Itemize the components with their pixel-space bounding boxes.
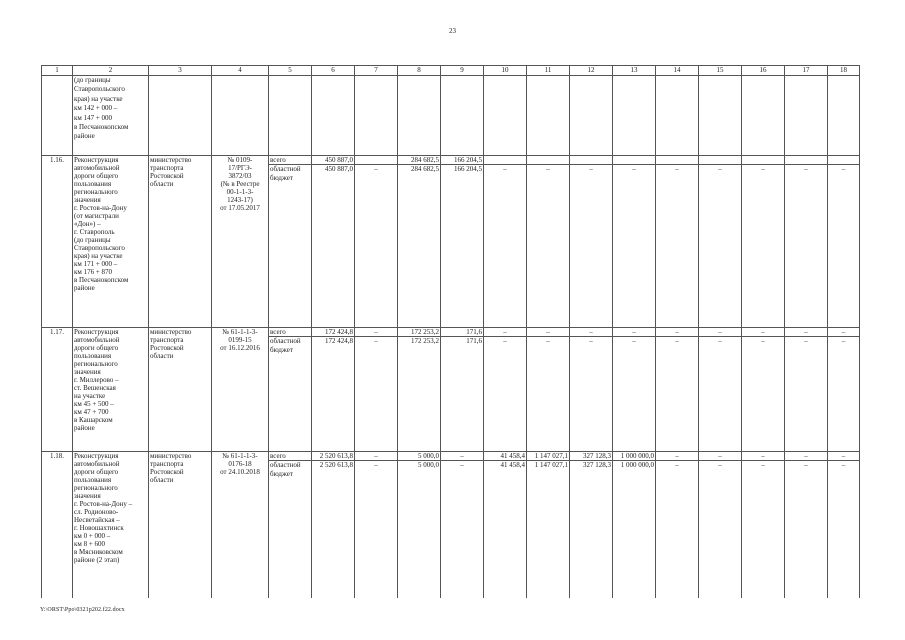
value-cell: 450 887,0 bbox=[312, 165, 355, 328]
table-cell bbox=[570, 76, 613, 156]
header-cell: 12 bbox=[570, 66, 613, 76]
value-cell: – bbox=[355, 461, 398, 599]
value-cell: – bbox=[441, 461, 484, 599]
value-cell: – bbox=[656, 328, 699, 337]
table-cell bbox=[42, 76, 73, 156]
value-cell: – bbox=[785, 461, 828, 599]
source-label: областной бюджет bbox=[269, 461, 312, 599]
source-label: областной бюджет bbox=[269, 165, 312, 328]
value-cell: 172 253,2 bbox=[398, 328, 441, 337]
value-cell: – bbox=[742, 452, 785, 461]
value-cell bbox=[828, 156, 860, 165]
value-cell: – bbox=[355, 452, 398, 461]
value-cell: 172 253,2 bbox=[398, 337, 441, 452]
value-cell: – bbox=[656, 452, 699, 461]
value-cell: – bbox=[613, 328, 656, 337]
header-cell: 5 bbox=[269, 66, 312, 76]
value-cell: 284 682,5 bbox=[398, 165, 441, 328]
value-cell: – bbox=[828, 452, 860, 461]
value-cell: – bbox=[570, 337, 613, 452]
object-name: Реконструкция автомобильной дороги общего пользования регионального значения г. Ростов-на-Дону (от магистрали «Дон») – г. Ставрополь (до границы Ставропольского края) на участке км 171 + 000 – км 176 + 870 в Песчанокопском районе bbox=[73, 156, 149, 328]
value-cell: – bbox=[656, 337, 699, 452]
value-cell: – bbox=[785, 337, 828, 452]
value-cell: 1 000 000,0 bbox=[613, 461, 656, 599]
value-cell bbox=[613, 156, 656, 165]
value-cell: – bbox=[656, 461, 699, 599]
table-cell bbox=[269, 76, 312, 156]
value-cell: – bbox=[699, 461, 742, 599]
value-cell: – bbox=[484, 165, 527, 328]
table-cell bbox=[398, 76, 441, 156]
header-cell: 1 bbox=[42, 66, 73, 76]
value-cell: – bbox=[355, 328, 398, 337]
value-cell bbox=[785, 156, 828, 165]
value-cell: 284 682,5 bbox=[398, 156, 441, 165]
table-cell bbox=[149, 76, 212, 156]
table-cell bbox=[312, 76, 355, 156]
value-cell: – bbox=[742, 165, 785, 328]
value-cell: – bbox=[828, 328, 860, 337]
value-cell: 172 424,8 bbox=[312, 337, 355, 452]
value-cell bbox=[527, 156, 570, 165]
value-cell: 1 000 000,0 bbox=[613, 452, 656, 461]
value-cell: 2 520 613,8 bbox=[312, 461, 355, 599]
value-cell: – bbox=[355, 165, 398, 328]
row-number: 1.16. bbox=[42, 156, 73, 328]
table-cell bbox=[613, 76, 656, 156]
value-cell bbox=[742, 156, 785, 165]
header-cell: 9 bbox=[441, 66, 484, 76]
continuation-text: (до границы Ставропольского края) на участке км 142 + 000 – км 147 + 000 в Песчанокопском районе bbox=[73, 76, 149, 156]
header-cell: 8 bbox=[398, 66, 441, 76]
value-cell: 1 147 027,1 bbox=[527, 452, 570, 461]
row-number: 1.17. bbox=[42, 328, 73, 452]
value-cell: – bbox=[785, 452, 828, 461]
table-cell bbox=[785, 76, 828, 156]
header-cell: 11 bbox=[527, 66, 570, 76]
source-label: всего bbox=[269, 452, 312, 461]
value-cell: – bbox=[828, 165, 860, 328]
value-cell: 172 424,8 bbox=[312, 328, 355, 337]
table-row bbox=[42, 452, 860, 461]
value-cell: – bbox=[742, 461, 785, 599]
object-name: Реконструкция автомобильной дороги общего пользования регионального значения г. Ростов-на-Дону – сл. Родионово- Несветайская – г. Новошахтинск км 0 + 000 – км 8 + 600 в Мясниковском районе (2 этап) bbox=[73, 452, 149, 599]
value-cell: – bbox=[527, 165, 570, 328]
approval-document: № 61-1-1-3- 0176-18 от 24.10.2018 bbox=[212, 452, 269, 599]
value-cell: – bbox=[570, 328, 613, 337]
table-cell bbox=[212, 76, 269, 156]
organization: министерство транспорта Ростовской области bbox=[149, 156, 212, 328]
value-cell: – bbox=[828, 461, 860, 599]
continuation-row bbox=[42, 76, 860, 156]
table-cell bbox=[527, 76, 570, 156]
header-cell: 17 bbox=[785, 66, 828, 76]
header-cell: 10 bbox=[484, 66, 527, 76]
value-cell: – bbox=[699, 165, 742, 328]
value-cell: 5 000,0 bbox=[398, 461, 441, 599]
row-number: 1.18. bbox=[42, 452, 73, 599]
value-cell: – bbox=[742, 337, 785, 452]
header-cell: 13 bbox=[613, 66, 656, 76]
column-number-header bbox=[42, 66, 860, 76]
value-cell: 327 128,3 bbox=[570, 452, 613, 461]
value-cell bbox=[484, 156, 527, 165]
table-cell bbox=[656, 76, 699, 156]
value-cell: 171,6 bbox=[441, 328, 484, 337]
value-cell bbox=[699, 156, 742, 165]
value-cell: – bbox=[484, 328, 527, 337]
header-cell: 14 bbox=[656, 66, 699, 76]
value-cell: – bbox=[484, 337, 527, 452]
value-cell: – bbox=[742, 328, 785, 337]
source-label: всего bbox=[269, 328, 312, 337]
value-cell: 166 204,5 bbox=[441, 165, 484, 328]
header-cell: 18 bbox=[828, 66, 860, 76]
value-cell: – bbox=[828, 337, 860, 452]
value-cell: – bbox=[441, 452, 484, 461]
approval-document: № 0109- 17/РГЭ- 3872/03 (№ в Реестре 00-1-1-3- 1243-17) от 17.05.2017 bbox=[212, 156, 269, 328]
value-cell: – bbox=[613, 165, 656, 328]
value-cell: – bbox=[656, 165, 699, 328]
value-cell: – bbox=[699, 452, 742, 461]
approval-document: № 61-1-1-3- 0199-15 от 16.12.2016 bbox=[212, 328, 269, 452]
source-label: всего bbox=[269, 156, 312, 165]
value-cell: 171,6 bbox=[441, 337, 484, 452]
header-cell: 4 bbox=[212, 66, 269, 76]
value-cell: 166 204,5 bbox=[441, 156, 484, 165]
header-cell: 6 bbox=[312, 66, 355, 76]
value-cell: – bbox=[527, 337, 570, 452]
header-cell: 15 bbox=[699, 66, 742, 76]
value-cell: – bbox=[785, 165, 828, 328]
value-cell: – bbox=[355, 337, 398, 452]
header-cell: 16 bbox=[742, 66, 785, 76]
value-cell bbox=[355, 156, 398, 165]
table-row bbox=[42, 156, 860, 165]
value-cell: 5 000,0 bbox=[398, 452, 441, 461]
organization: министерство транспорта Ростовской области bbox=[149, 328, 212, 452]
value-cell: 1 147 027,1 bbox=[527, 461, 570, 599]
value-cell: 450 887,0 bbox=[312, 156, 355, 165]
page-number: 23 bbox=[449, 27, 456, 35]
table-cell bbox=[441, 76, 484, 156]
value-cell: – bbox=[699, 337, 742, 452]
value-cell: 41 458,4 bbox=[484, 452, 527, 461]
footer-file-path: Y:\ORST\Ppo\0321p202.f22.docx bbox=[40, 607, 125, 613]
value-cell bbox=[656, 156, 699, 165]
value-cell: – bbox=[785, 328, 828, 337]
table-cell bbox=[355, 76, 398, 156]
value-cell: – bbox=[613, 337, 656, 452]
header-cell: 7 bbox=[355, 66, 398, 76]
table-cell bbox=[484, 76, 527, 156]
object-name: Реконструкция автомобильной дороги общего пользования регионального значения г. Миллерово – ст. Вешенская на участке км 45 + 500 – км 47 + 700 в Кашарском районе bbox=[73, 328, 149, 452]
value-cell: – bbox=[527, 328, 570, 337]
financing-table bbox=[41, 65, 860, 598]
value-cell bbox=[570, 156, 613, 165]
header-cell: 3 bbox=[149, 66, 212, 76]
header-cell: 2 bbox=[73, 66, 149, 76]
value-cell: 327 128,3 bbox=[570, 461, 613, 599]
organization: министерство транспорта Ростовской области bbox=[149, 452, 212, 599]
table-cell bbox=[699, 76, 742, 156]
source-label: областной бюджет bbox=[269, 337, 312, 452]
table-row bbox=[42, 328, 860, 337]
table-cell bbox=[828, 76, 860, 156]
value-cell: – bbox=[570, 165, 613, 328]
value-cell: 2 520 613,8 bbox=[312, 452, 355, 461]
value-cell: – bbox=[699, 328, 742, 337]
value-cell: 41 458,4 bbox=[484, 461, 527, 599]
table-cell bbox=[742, 76, 785, 156]
